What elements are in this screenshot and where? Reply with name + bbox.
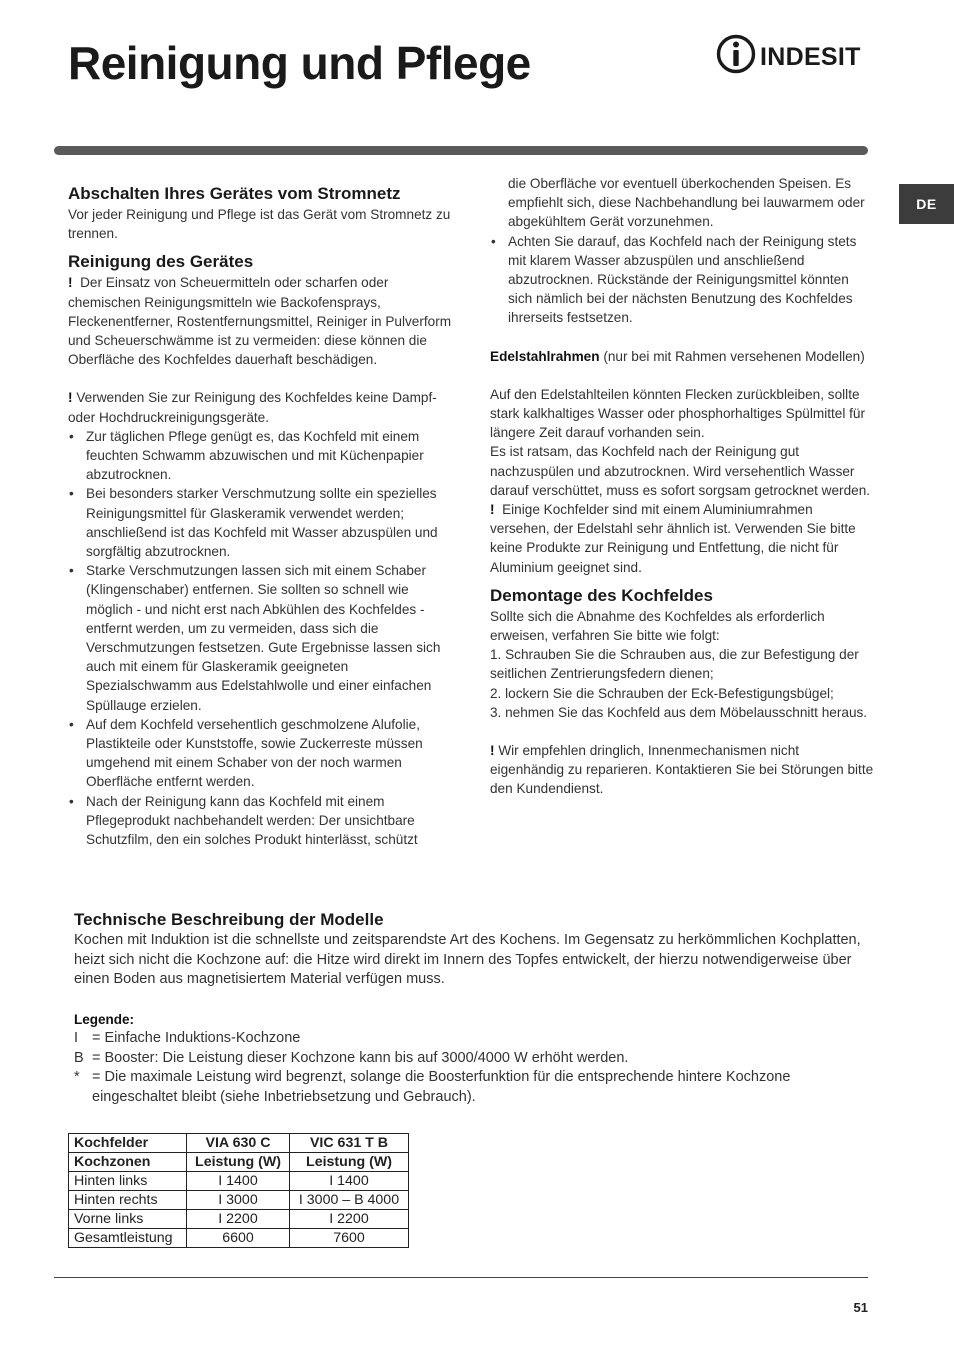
- page-title: Reinigung und Pflege: [68, 37, 531, 89]
- power-text: Vor jeder Reinigung und Pflege ist das Gerät vom Stromnetz zu trennen.: [68, 207, 451, 242]
- cleaning-bullet-list: [68, 427, 453, 849]
- list-item: • Bei besonders starker Verschmutzung sollte ein spezielles Reinigungsmittel für Glaskeramik verwendet werden; anschließend ist das Kochfeld mit Wasser abzuspülen und sorgfältig abzutrocknen.: [68, 484, 453, 561]
- technical-section: [74, 909, 874, 1107]
- continued-text: die Oberfläche vor eventuell überkochenden Speisen. Es empfiehlt sich, diese Nachbehandlung bei lauwarmem oder abgekühltem Gerät vorzunehmen.: [508, 176, 865, 230]
- section-heading-power: Abschalten Ihres Gerätes vom Stromnetz: [68, 184, 401, 203]
- rinse-bullet-list: [490, 232, 875, 328]
- table-row: Vorne links I 2200 I 2200: [69, 1210, 409, 1229]
- section-heading-technical: Technische Beschreibung der Modelle: [74, 910, 384, 929]
- legend-title: Legende:: [74, 1011, 135, 1027]
- right-column: [490, 174, 875, 799]
- list-item: • Zur täglichen Pflege genügt es, das Kochfeld mit einem feuchten Schwamm abzuwischen und mit Küchenpapier abzutrocknen.: [68, 427, 453, 485]
- warning-icon: !: [68, 275, 73, 291]
- table-row: Hinten rechts I 3000 I 3000 – B 4000: [69, 1191, 409, 1210]
- steel-text-2: Es ist ratsam, das Kochfeld nach der Reinigung gut nachzuspülen und abzutrocknen. Wird versehentlich Wasser darauf verschüttet, muss es sofort sorgsam getrocknet werden.: [490, 444, 871, 498]
- table-row: Gesamtleistung 6600 7600: [69, 1229, 409, 1248]
- technical-intro: Kochen mit Induktion ist die schnellste und zeitsparendste Art des Kochens. Im Gegensatz zu herkömmlichen Kochplatten, heizt sich nicht die Kochzone auf: die Hitze wird direkt im Innern des Topfes entwickelt, der hierzu notwendigerweise über einen Boden aus magnetisiertem Material verfügen muss.: [74, 932, 861, 987]
- language-tab: DE: [899, 184, 954, 224]
- demontage-step: 1. Schrauben Sie die Schrauben aus, die zur Befestigung der seitlichen Zentrierungsfedern dienen;: [490, 647, 859, 682]
- table-header-row: Kochzonen Leistung (W) Leistung (W): [69, 1153, 409, 1172]
- table-row: Hinten links I 1400 I 1400: [69, 1172, 409, 1191]
- indesit-logo: [714, 32, 870, 78]
- section-heading-cleaning: Reinigung des Gerätes: [68, 252, 254, 272]
- warning-repair: ! Wir empfehlen dringlich, Innenmechanismen nicht eigenhändig zu reparieren. Kontaktieren Sie bei Störungen bitte den Kundendienst.: [490, 743, 874, 797]
- warning-icon: !: [490, 743, 495, 759]
- demontage-intro: Sollte sich die Abnahme des Kochfeldes als erforderlich erweisen, verfahren Sie bitte wie folgt:: [490, 608, 825, 644]
- steel-frame-label: Edelstahlrahmen: [490, 348, 600, 364]
- warning-aluminium: ! Einige Kochfelder sind mit einem Aluminiumrahmen versehen, der Edelstahl sehr ähnlich ist. Verwenden Sie bitte keine Produkte zur Reinigung und Entfettung, die nicht für Aluminium geeignet sind.: [490, 502, 856, 575]
- page-number: 51: [853, 1300, 868, 1315]
- demontage-step: 2. lockern Sie die Schrauben der Eck-Befestigungsbügel;: [490, 685, 834, 701]
- list-item: • Achten Sie darauf, das Kochfeld nach der Reinigung stets mit klarem Wasser abzuspülen und anschließend abzutrocknen. Rückstände der Reinigungsmittel könnten sich nämlich bei der nächsten Benutzung des Kochfeldes ihrerseits festsetzen.: [490, 232, 875, 328]
- list-item: • Starke Verschmutzungen lassen sich mit einem Schaber (Klingenschaber) entfernen. Sie sollten so schnell wie möglich - und nicht erst nach Abkühlen des Kochfeldes - entfernt werden, um zu vermeiden, dass sich die Verschmutzungen festsetzen. Gute Ergebnisse lassen sich auch mit einem für Glaskeramik geeigneten Spezialschwamm aus Edelstahlwolle und einer einfachen Spüllauge erzielen.: [68, 561, 453, 715]
- list-item: • Nach der Reinigung kann das Kochfeld mit einem Pflegeprodukt nachbehandelt werden: Der unsichtbare Schutzfilm, den ein solches Produkt hinterlässt, schützt: [68, 792, 453, 850]
- legend-row: B = Booster: Die Leistung dieser Kochzone kann bis auf 3000/4000 W erhöht werden.: [74, 1049, 629, 1066]
- section-heading-demontage: Demontage des Kochfeldes: [490, 585, 713, 605]
- header-rule: [54, 146, 868, 155]
- warning-icon: !: [68, 390, 73, 406]
- legend-row: * = Die maximale Leistung wird begrenzt, solange die Boosterfunktion für die entsprechende hintere Kochzone eingeschaltet bleibt (siehe Inbetriebsetzung und Gebrauch).: [74, 1069, 791, 1105]
- left-column: [68, 183, 453, 849]
- table-header-row: Kochfelder VIA 630 C VIC 631 T B: [69, 1134, 409, 1153]
- specification-table: [68, 1133, 409, 1248]
- steel-text-1: Auf den Edelstahlteilen könnten Flecken zurückbleiben, sollte stark kalkhaltiges Wasser oder phosphorhaltiges Spülmittel für längere Zeit darauf vorhanden sein.: [490, 386, 866, 441]
- list-item: • Auf dem Kochfeld versehentlich geschmolzene Alufolie, Plastikteile oder Kunststoffe, sowie Zuckerreste müssen umgehend mit einem Schaber von der noch warmen Oberfläche entfernt werden.: [68, 715, 453, 792]
- steel-frame-title: [490, 347, 875, 366]
- brand-wordmark: INDESIT: [760, 43, 861, 71]
- footer-rule: [54, 1277, 868, 1278]
- steel-frame-note: (nur bei mit Rahmen versehenen Modellen): [603, 348, 865, 364]
- demontage-step: 3. nehmen Sie das Kochfeld aus dem Möbelausschnitt heraus.: [490, 704, 868, 720]
- warning-steam: ! Verwenden Sie zur Reinigung des Kochfeldes keine Dampf- oder Hochdruckreinigungsgeräte.: [68, 390, 437, 425]
- warning-icon: !: [490, 502, 495, 518]
- warning-abrasives: ! Der Einsatz von Scheuermitteln oder scharfen oder chemischen Reinigungsmitteln wie Backofensprays, Fleckenentferner, Rostentfernungsmittel, Reiniger in Pulverform und Scheuerschwämme ist zu vermeiden: diese können die Oberfläche des Kochfeldes dauerhaft beschädigen.: [68, 275, 452, 368]
- legend-row: I = Einfache Induktions-Kochzone: [74, 1030, 301, 1046]
